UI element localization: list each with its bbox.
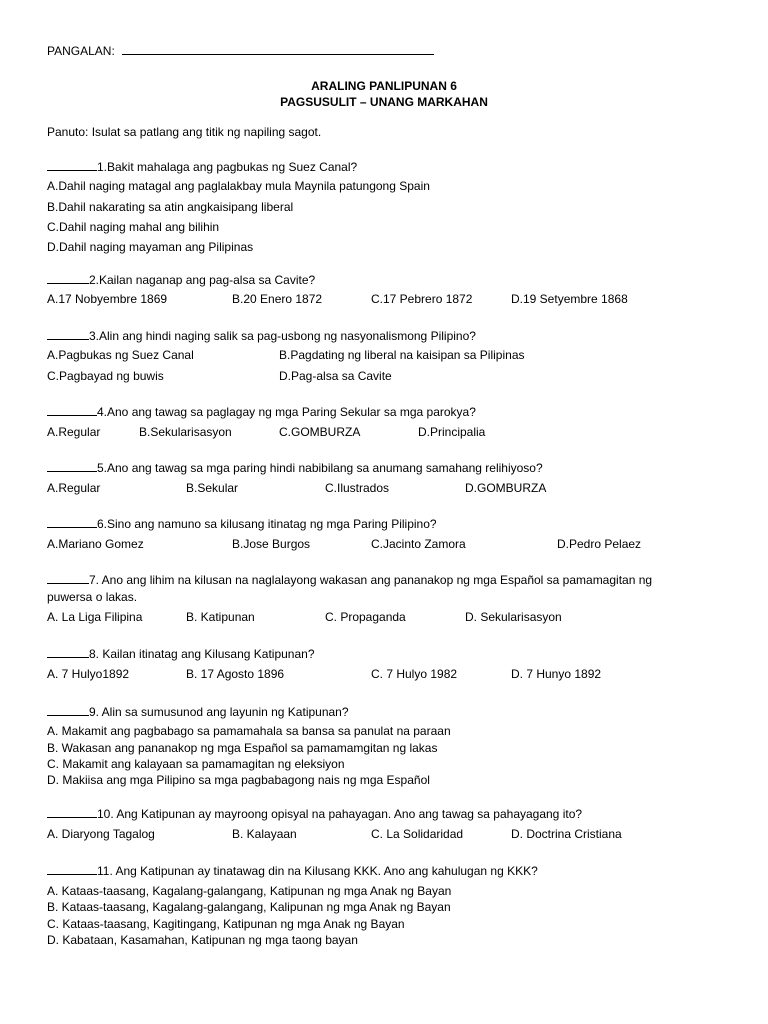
question-6 xyxy=(47,518,437,530)
question-11 xyxy=(47,865,538,877)
option-8b: B. 17 Agosto 1896 xyxy=(186,667,285,681)
option-4b: B.Sekularisasyon xyxy=(139,425,232,439)
question-1 xyxy=(47,161,357,173)
answer-blank-3[interactable] xyxy=(47,339,89,340)
question-prompt: 7. Ano ang lihim na kilusan na naglalayong wakasan ang pananakop ng mga Español sa pamamagitan ng xyxy=(89,573,653,587)
option-7c: C. Propaganda xyxy=(325,610,406,624)
question-8 xyxy=(47,648,315,660)
option-4c: C.GOMBURZA xyxy=(279,425,361,439)
question-10 xyxy=(47,808,582,820)
answer-blank-9[interactable] xyxy=(47,715,89,716)
answer-blank-6[interactable] xyxy=(47,527,97,528)
question-prompt: 8. Kailan itinatag ang Kilusang Katipunan? xyxy=(89,647,315,661)
option-10c: C. La Solidaridad xyxy=(371,827,464,841)
answer-blank-4[interactable] xyxy=(47,415,97,416)
answer-blank-8[interactable] xyxy=(47,657,89,658)
option-2b: B.20 Enero 1872 xyxy=(232,292,323,306)
option-9a: A. Makamit ang pagbabago sa pamamahala sa bansa sa panulat na paraan xyxy=(47,724,451,738)
option-11c: C. Kataas-taasang, Kagitingang, Katipunan ng mga Anak ng Bayan xyxy=(47,917,405,931)
option-6b: B.Jose Burgos xyxy=(232,537,311,551)
option-1d: D.Dahil naging mayaman ang Pilipinas xyxy=(47,240,254,254)
option-10a: A. Diaryong Tagalog xyxy=(47,827,155,841)
option-4a: A.Regular xyxy=(47,425,101,439)
answer-blank-2[interactable] xyxy=(47,283,89,284)
option-11a: A. Kataas-taasang, Kagalang-galangang, Katipunan ng mga Anak ng Bayan xyxy=(47,884,452,898)
option-2a: A.17 Nobyembre 1869 xyxy=(47,292,168,306)
option-2d: D.19 Setyembre 1868 xyxy=(511,292,628,306)
question-5 xyxy=(47,462,543,474)
option-5c: C.Ilustrados xyxy=(325,481,390,495)
option-6d: D.Pedro Pelaez xyxy=(557,537,642,551)
option-10d: D. Doctrina Cristiana xyxy=(511,827,622,841)
option-2c: C.17 Pebrero 1872 xyxy=(371,292,473,306)
option-4d: D.Principalia xyxy=(418,425,486,439)
option-10b: B. Kalayaan xyxy=(232,827,297,841)
question-9 xyxy=(47,706,349,718)
question-prompt: 4.Ano ang tawag sa paglagay ng mga Paring Sekular sa mga parokya? xyxy=(97,405,476,419)
option-8c: C. 7 Hulyo 1982 xyxy=(371,667,458,681)
option-7b: B. Katipunan xyxy=(186,610,255,624)
answer-blank-5[interactable] xyxy=(47,471,97,472)
question-prompt: 11. Ang Katipunan ay tinatawag din na Kilusang KKK. Ano ang kahulugan ng KKK? xyxy=(97,864,538,878)
option-9c: C. Makamit ang kalayaan sa pamamagitan ng eleksiyon xyxy=(47,757,345,771)
answer-blank-10[interactable] xyxy=(47,817,97,818)
option-7a: A. La Liga Filipina xyxy=(47,610,143,624)
option-11d: D. Kabataan, Kasamahan, Katipunan ng mga taong bayan xyxy=(47,933,358,947)
question-prompt: 10. Ang Katipunan ay mayroong opisyal na pahayagan. Ano ang tawag sa pahayagang ito? xyxy=(97,807,583,821)
option-8d: D. 7 Hunyo 1892 xyxy=(511,667,602,681)
question-7 xyxy=(47,574,652,586)
answer-blank-11[interactable] xyxy=(47,874,97,875)
name-label: PANGALAN: xyxy=(47,44,115,58)
question-prompt: 6.Sino ang namuno sa kilusang itinatag ng mga Paring Pilipino? xyxy=(97,517,437,531)
answer-blank-1[interactable] xyxy=(47,170,97,171)
option-5a: A.Regular xyxy=(47,481,101,495)
exam-title: ARALING PANLIPUNAN 6 xyxy=(311,79,457,93)
option-9d: D. Makiisa ang mga Pilipino sa mga pagbabagong nais ng mga Español xyxy=(47,773,430,787)
option-3d: D.Pag-alsa sa Cavite xyxy=(279,369,392,383)
question-prompt: 2.Kailan naganap ang pag-alsa sa Cavite? xyxy=(89,273,316,287)
option-3b: B.Pagdating ng liberal na kaisipan sa Pilipinas xyxy=(279,348,525,362)
question-prompt: 9. Alin sa sumusunod ang layunin ng Katipunan? xyxy=(89,705,349,719)
option-9b: B. Wakasan ang pananakop ng mga Español sa pamamamgitan ng lakas xyxy=(47,741,438,755)
question-4 xyxy=(47,406,476,418)
answer-blank-7[interactable] xyxy=(47,583,89,584)
option-1c: C.Dahil naging mahal ang bilihin xyxy=(47,220,220,234)
option-11b: B. Kataas-taasang, Kagalang-galangang, Kalipunan ng mga Anak ng Bayan xyxy=(47,900,451,914)
question-prompt: 1.Bakit mahalaga ang pagbukas ng Suez Canal? xyxy=(97,160,358,174)
option-3a: A.Pagbukas ng Suez Canal xyxy=(47,348,194,362)
exam-subtitle: PAGSUSULIT – UNANG MARKAHAN xyxy=(280,95,488,109)
option-5d: D.GOMBURZA xyxy=(465,481,547,495)
question-prompt: 3.Alin ang hindi naging salik sa pag-usbong ng nasyonalismong Pilipino? xyxy=(89,329,476,343)
name-blank[interactable] xyxy=(122,54,434,55)
option-5b: B.Sekular xyxy=(186,481,239,495)
option-3c: C.Pagbayad ng buwis xyxy=(47,369,164,383)
option-6c: C.Jacinto Zamora xyxy=(371,537,466,551)
option-1a: A.Dahil naging matagal ang paglalakbay mula Maynila patungong Spain xyxy=(47,179,430,193)
option-6a: A.Mariano Gomez xyxy=(47,537,144,551)
question-2 xyxy=(47,274,315,286)
option-1b: B.Dahil nakarating sa atin angkaisipang liberal xyxy=(47,200,294,214)
question-prompt: 5.Ano ang tawag sa mga paring hindi nabibilang sa anumang samahang relihiyoso? xyxy=(97,461,543,475)
question-7-continuation: puwersa o lakas. xyxy=(47,590,138,604)
option-8a: A. 7 Hulyo1892 xyxy=(47,667,130,681)
name-row xyxy=(47,45,434,57)
instructions: Panuto: Isulat sa patlang ang titik ng napiling sagot. xyxy=(47,125,322,139)
option-7d: D. Sekularisasyon xyxy=(465,610,562,624)
question-3 xyxy=(47,330,476,342)
